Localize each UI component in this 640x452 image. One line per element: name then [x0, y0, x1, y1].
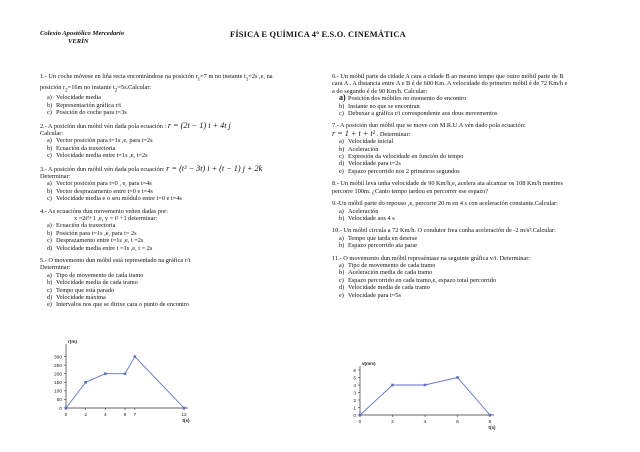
x-axis-label: t(s) — [488, 425, 496, 430]
q4-equations: x =2t²+1 ,e, y = t² +1 determinar: — [74, 215, 158, 222]
data-point — [391, 384, 394, 387]
q4-statement: 4.- As ecuacións dun movemento veñen dadas por: — [40, 207, 169, 215]
q7-list — [332, 138, 632, 175]
x-tick-label: 2 — [84, 413, 88, 418]
list-item: e) Espazo percorrido nos 2 primeiros segundos — [339, 167, 460, 175]
q5-det: Determinar: — [40, 264, 71, 272]
x-tick-label: 6 — [456, 420, 459, 425]
q5-list — [40, 272, 320, 309]
data-point — [183, 407, 186, 410]
data-point — [456, 376, 459, 379]
y-tick-label: 0 — [353, 413, 356, 419]
series-line — [360, 378, 490, 416]
q1-statement: 1.- Un coche móvese en liña recta encontrándose na posición $r_1=7$ m no instante $t_1=2s$ ,e, na posición $r_2=16m$ no instante $t_2=5s.Calcular$: — [40, 73, 273, 93]
list-item: c) Tempo que está parado — [47, 286, 115, 294]
q6-line-1: 6.- Un móbil parte da cidade A cara a cidade B ao mesmo tempo que outro móbil parte de B — [332, 73, 564, 80]
y-tick-label: 250 — [53, 363, 62, 369]
q10-list — [332, 235, 632, 250]
list-item: d) Velocidade para t=2s — [339, 160, 401, 168]
y-tick-label: 3 — [353, 391, 356, 397]
q6-line-3: a do segundo é de 90 Km/h. Calcular: — [332, 87, 428, 95]
y-tick-label: 50 — [56, 398, 62, 404]
list-item: a) Tempo que tarda en deterse — [339, 234, 418, 242]
q9-statement: 9.-Un móbil parte do repouso ,e, percorre 20 m en 4 s con aceleración constante.Calcular: — [332, 200, 558, 208]
list-item: a) Vector posición para t=1s ,e, para t=2s — [47, 137, 153, 145]
q9-list — [332, 208, 632, 223]
list-item: c) Debuxar a gráfica r/t correspondente aos dous movementos — [339, 110, 498, 118]
y-tick-label: 100 — [53, 389, 62, 395]
series-line — [66, 357, 184, 408]
x-axis-label: t(s) — [182, 418, 190, 423]
list-item: c) Expresión da velocidade en función do tempo — [339, 153, 464, 161]
q2-list — [40, 137, 320, 159]
list-item: c) Espazo percorrido en cada tramo,e, espazo total percorrido — [339, 276, 497, 284]
y-tick-label: 6 — [353, 368, 356, 374]
q4-list — [40, 222, 320, 252]
list-item: a) Tipo de movemento de cada tramo — [47, 271, 144, 279]
q2-statement: 2.- A posición dun móbil vén dada pola ecuación : r = (2t − 1) i + 4t j — [40, 120, 231, 130]
list-item: a) Velocidade media — [47, 94, 101, 102]
q3-list — [40, 180, 320, 202]
x-tick-label: 6 — [123, 413, 127, 418]
y-tick-label: 1 — [353, 406, 356, 412]
y-axis-label: v(m/s) — [362, 362, 376, 366]
list-item: b) Ecuación da traxectoria — [47, 144, 116, 152]
list-item: b) Velocidade aos 4 s — [339, 214, 395, 222]
list-item: a) Tipo de movemento de cada tramo — [339, 261, 436, 269]
list-item: b) Vector desprazamento entre t=0 e t=4s — [47, 187, 153, 195]
list-item: c) Posición do coche para t=3s — [47, 109, 127, 117]
list-item: c) Velocidade media e o seu módulo entre t=0 e t=4s — [47, 195, 182, 203]
y-tick-label: 4 — [353, 383, 356, 389]
q1-list — [40, 94, 320, 116]
y-tick-label: 200 — [53, 372, 62, 378]
x-tick-label: 0 — [358, 420, 362, 425]
y-tick-label: 2 — [353, 398, 356, 404]
q6-line-2: cara A . A distancia entre A e B é de 600 Km. A velocidade do primeiro móbil é de 72 Km/h e — [332, 80, 568, 88]
y-tick-label: 0 — [59, 406, 62, 412]
list-item: b) Espazo percorrido ata parar — [339, 242, 418, 250]
list-item: c) Desprazamento entre t=1s ,e, t =2s — [47, 237, 144, 245]
right-column — [332, 73, 632, 299]
list-item: d) Velocidade media entre t =1s ,e, t = 2s — [47, 244, 153, 252]
q8-line-2: percorre 100m. ¿Canto tempo tardou en percorrer ese espazo? — [332, 187, 489, 195]
list-item: a) Vector posición para t=0 , e, para t=4s — [47, 180, 152, 188]
y-axis-label: r(m) — [68, 340, 77, 344]
q7-equation: r = 1 + t + t² — [332, 128, 376, 138]
list-item: a) Aceleración — [339, 207, 379, 215]
q2-equation: r = (2t − 1) i + 4t j — [167, 120, 231, 130]
list-item: d) Velocidade media de cada tramo — [339, 284, 430, 292]
q3-det: Determinar: — [40, 172, 71, 180]
x-tick-label: 7 — [133, 413, 137, 418]
school-line-1: Colexio Apostólico Mercedario — [40, 30, 125, 37]
y-tick-label: 150 — [53, 381, 62, 387]
q8-line-1: 8.- Un móbil leva unha velocidade de 90 Km/h,e, acelera ata alcanzar os 108 Km/h mentres — [332, 180, 563, 188]
list-item: c) Velocidade media entre t=1s ,e, t=2s — [47, 152, 148, 160]
q11-list — [332, 262, 632, 299]
list-item: d) Velocidade máxima — [47, 294, 106, 302]
list-item: b) Posición para t=1s ,e, para t= 2s — [47, 229, 137, 237]
list-item: b) Velocidade media de cada tramo — [47, 279, 138, 287]
q6-list — [332, 95, 632, 117]
list-item: b) Instante no que se encontran — [339, 102, 420, 110]
list-item: a) Velocidade inicial — [339, 138, 394, 146]
data-point — [424, 384, 427, 387]
q7-statement: 7.- A posición dun móbil que se move con M.R.U.A vén dado pola ecuación: — [332, 122, 526, 130]
q3-equation: r = (t² − 3t) i + (t − 1) j + 2k — [166, 163, 263, 173]
y-tick-label: 5 — [353, 376, 356, 382]
data-point — [489, 414, 492, 417]
data-point — [104, 372, 107, 375]
data-point — [134, 355, 137, 358]
q10-statement: 10.- Un móbil circula a 72 Km/h. O condutor frea cunha aceleración de -2 m/s².Calcular: — [332, 227, 556, 235]
page-title: FÍSICA E QUÍMICA 4º E.S.O. CINEMÁTICA — [230, 30, 406, 39]
list-item: b) Aceleración media de cada tramo — [339, 269, 433, 277]
x-tick-label: 12 — [181, 413, 187, 418]
x-tick-label: 0 — [64, 413, 68, 418]
x-tick-label: 8 — [488, 420, 492, 425]
list-item: b) Aceleración — [339, 145, 379, 153]
velocity-time-chart — [344, 362, 504, 432]
position-time-chart — [52, 340, 202, 428]
data-point — [65, 407, 68, 410]
q2-calc: Calcular: — [40, 129, 64, 137]
q3-statement: 3.- A posición dun móbil vén dada pola ecuación: r = (t² − 3t) i + (t − 1) j + 2k — [40, 163, 263, 173]
data-point — [84, 381, 87, 384]
data-point — [124, 372, 127, 375]
list-item: e) Intervalos nos que se dirixe cara o punto de encontro — [47, 301, 190, 309]
q5-statement: 5.- O movemento dun móbil está representado na gráfica r/t — [40, 257, 191, 265]
left-column — [40, 73, 320, 309]
x-tick-label: 4 — [103, 413, 107, 418]
y-tick-label: 300 — [53, 355, 62, 361]
q11-statement: 11.- O movemento dun móbil represéntase na seguinte gráfica v/t. Determinar: — [332, 254, 531, 262]
school-line-2: VERÍN — [68, 38, 89, 45]
x-tick-label: 4 — [423, 420, 427, 425]
school-name — [40, 30, 124, 46]
x-tick-label: 2 — [391, 420, 394, 425]
list-item: b) Representación gráfica r/t — [47, 101, 122, 109]
list-item: a) Ecuación da traxectoria — [47, 222, 116, 230]
list-item: e) Velocidade para t=5s — [339, 291, 401, 299]
q7-equation-line: r = 1 + t + t² . Determinar: — [332, 128, 411, 138]
list-item: a) Posición dos móbiles no momento do encontro — [339, 93, 467, 103]
data-point — [359, 414, 362, 417]
